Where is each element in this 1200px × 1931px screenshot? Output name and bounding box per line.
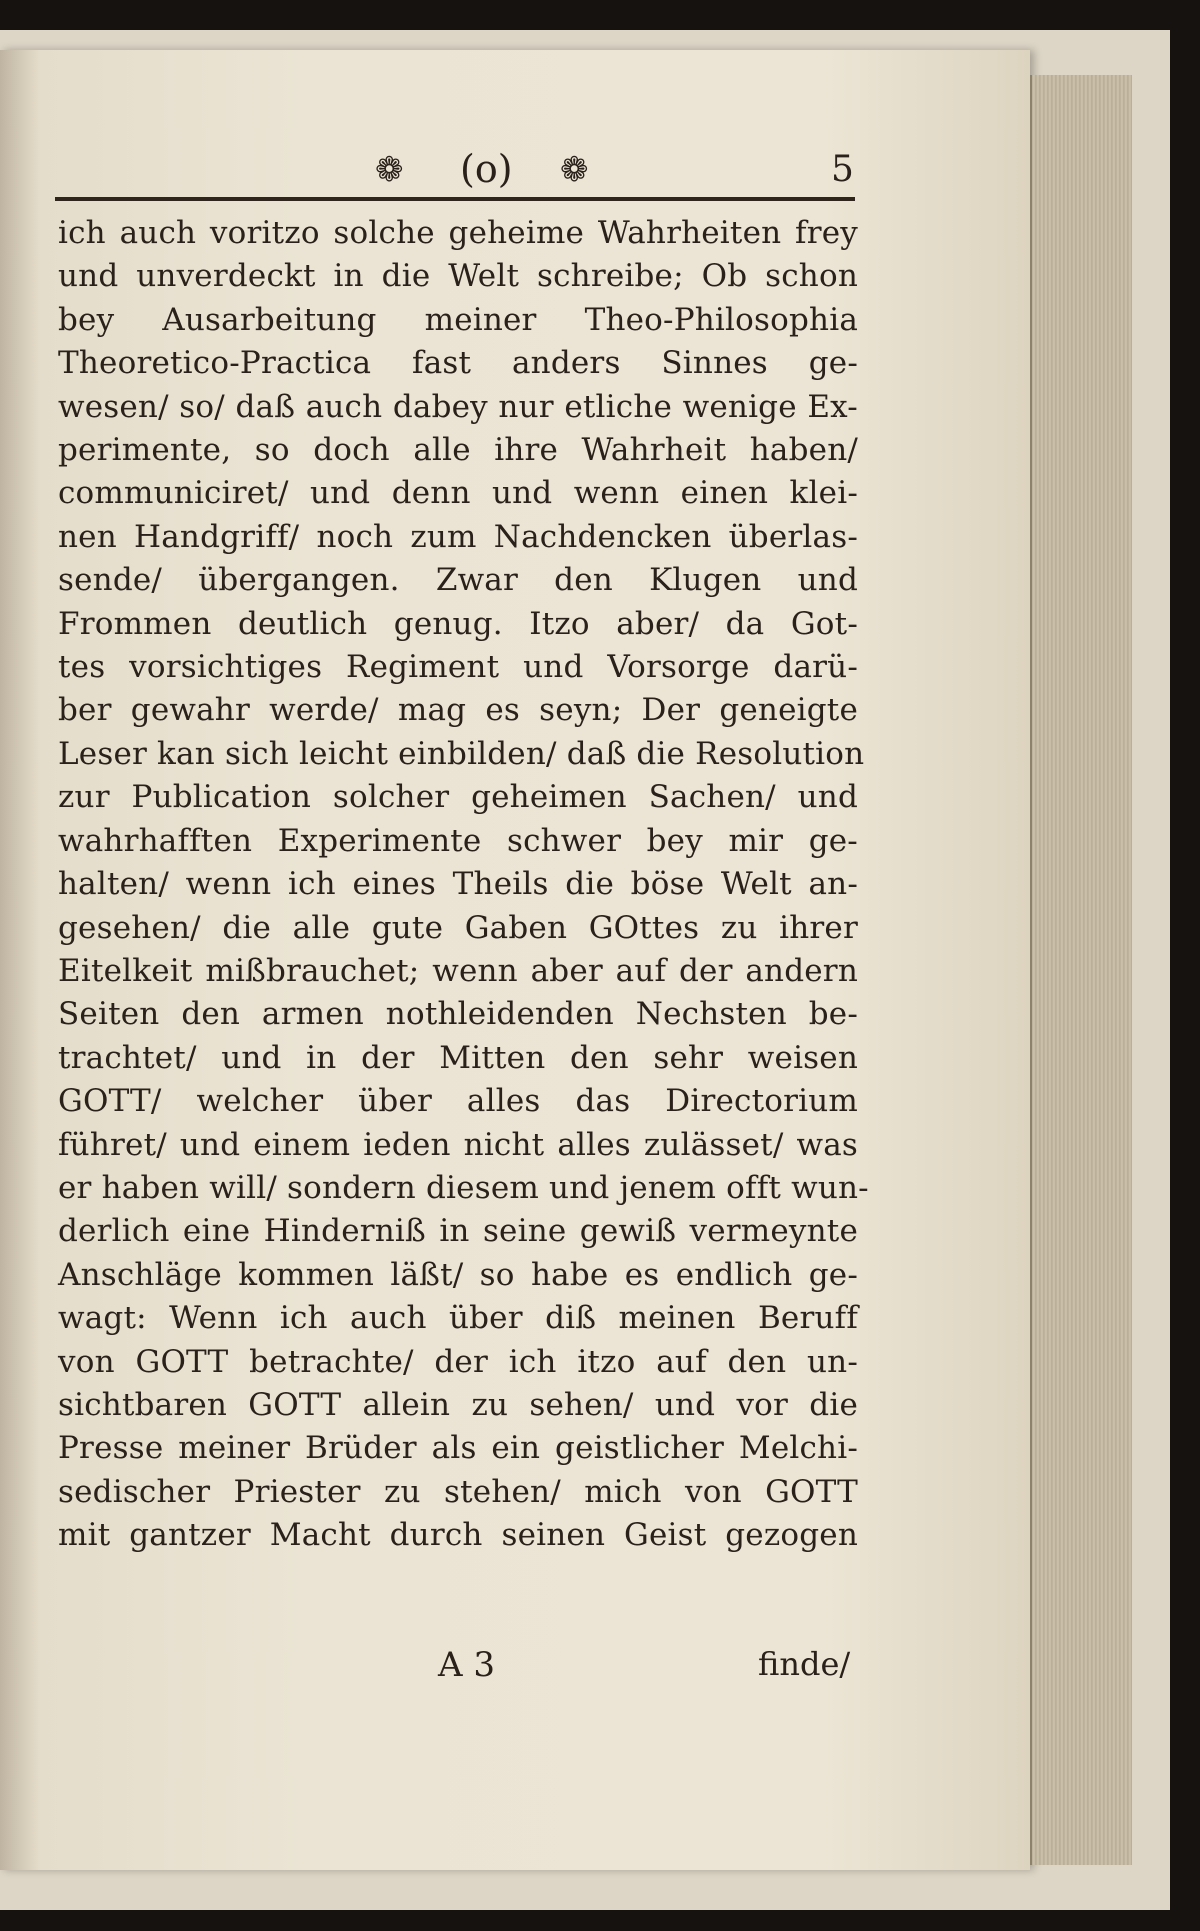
text-line: wagt: Wenn ich auch über diß meinen Beruff [58, 1300, 858, 1337]
text-line: von GOTT betrachte/ der ich itzo auf den un- [58, 1343, 858, 1380]
text-line: sichtbaren GOTT allein zu sehen/ und vor die [58, 1386, 858, 1423]
text-line: führet/ und einem ieden nicht alles zulässet/ was [58, 1126, 858, 1163]
text-line: communiciret/ und denn und wenn einen klei- [58, 475, 858, 512]
catchword: finde/ [758, 1645, 851, 1683]
page-number: 5 [831, 149, 854, 190]
running-head [55, 145, 855, 205]
text-line: Seiten den armen nothleidenden Nechsten be- [58, 996, 858, 1033]
text-line: trachtet/ und in der Mitten den sehr weisen [58, 1039, 858, 1076]
text-line: er haben will/ sondern diesem und jenem offt wun- [58, 1169, 869, 1206]
text-line: Leser kan sich leicht einbilden/ daß die Resolution [58, 735, 865, 772]
text-line: wesen/ so/ daß auch dabey nur etliche wenige Ex- [58, 388, 858, 425]
page-edges [1030, 75, 1132, 1865]
text-line: tes vorsichtiges Regiment und Vorsorge darü- [58, 649, 858, 686]
text-line: sende/ übergangen. Zwar den Klugen und [58, 562, 858, 599]
header-rule [55, 197, 855, 201]
flower-ornament-icon: ❁ [375, 150, 404, 190]
text-line: bey Ausarbeitung meiner Theo-Philosophia [58, 301, 858, 338]
text-line: und unverdeckt in die Welt schreibe; Ob schon [58, 258, 858, 295]
text-line: derlich eine Hinderniß in seine gewiß vermeynte [58, 1213, 858, 1250]
spine-shadow [0, 50, 40, 1870]
printer-signature: A 3 [438, 1645, 495, 1685]
text-line: nen Handgriff/ noch zum Nachdencken überlas- [58, 518, 858, 555]
text-line: sedischer Priester zu stehen/ mich von GOTT [58, 1473, 858, 1510]
text-line: Frommen deutlich genug. Itzo aber/ da Got- [58, 605, 858, 642]
text-line: Theoretico-Practica fast anders Sinnes ge- [58, 345, 858, 382]
page-footer [58, 1645, 858, 1695]
text-line: perimente, so doch alle ihre Wahrheit haben/ [58, 432, 858, 469]
text-line: zur Publication solcher geheimen Sachen/ und [58, 779, 858, 816]
text-line: ich auch voritzo solche geheime Wahrheiten frey [58, 215, 858, 251]
text-line: Eitelkeit mißbrauchet; wenn aber auf der andern [58, 952, 858, 989]
text-line: halten/ wenn ich eines Theils die böse Welt an- [58, 866, 858, 903]
signature-mark: (o) [460, 147, 513, 191]
flower-ornament-icon: ❁ [560, 150, 589, 190]
text-line: GOTT/ welcher über alles das Directorium [58, 1083, 858, 1120]
body-text [58, 212, 869, 1558]
text-line: gesehen/ die alle gute Gaben GOttes zu ihrer [58, 909, 858, 946]
text-line: wahrhafften Experimente schwer bey mir ge- [58, 822, 858, 859]
text-line: Presse meiner Brüder als ein geistlicher Melchi- [58, 1430, 858, 1467]
text-line: Anschläge kommen läßt/ so habe es endlich ge- [58, 1256, 858, 1293]
text-line: mit gantzer Macht durch seinen Geist gezogen [58, 1517, 858, 1554]
text-line: ber gewahr werde/ mag es seyn; Der geneigte [58, 692, 858, 729]
